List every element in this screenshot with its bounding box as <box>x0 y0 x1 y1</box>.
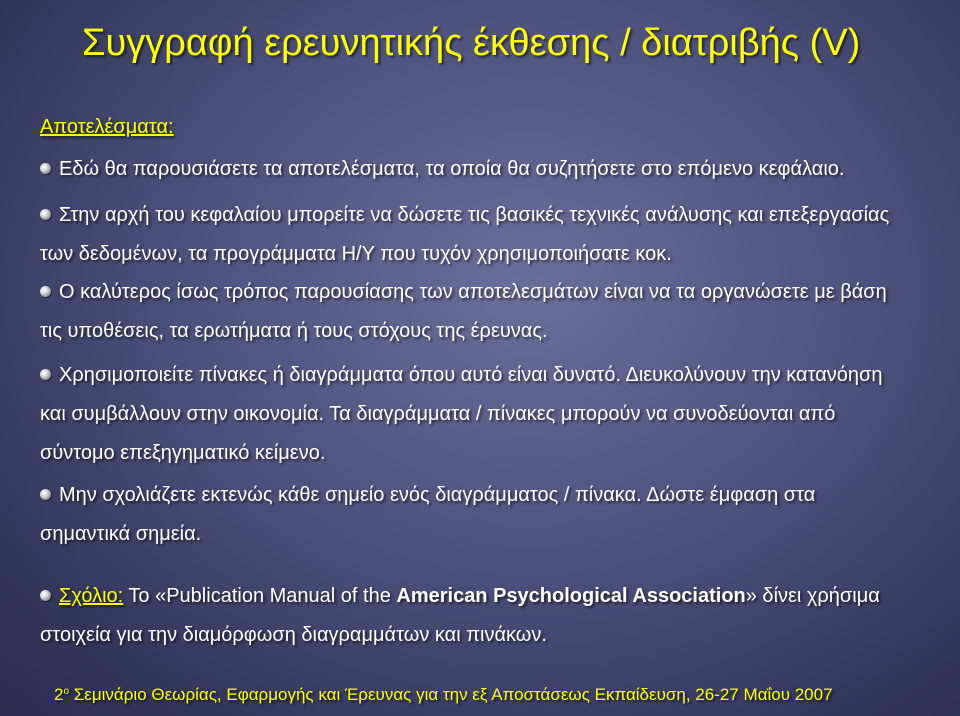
bullet-3-line-2: τις υποθέσεις, τα ερωτήματα ή τους στόχους της έρευνας. <box>40 320 548 342</box>
footer <box>54 685 833 705</box>
bullet-4-line-3: σύντομο επεξηγηματικό κείμενο. <box>40 442 326 464</box>
bullet-icon <box>40 286 51 297</box>
bullet-paragraph-3 <box>40 273 945 351</box>
bullet-5-line-1: Μην σχολιάζετε εκτενώς κάθε σημείο ενός διαγράμματος / πίνακα. Δώστε έμφαση στα <box>59 484 816 506</box>
bullet-4-line-2: και συμβάλλουν στην οικονομία. Τα διαγράμματα / πίνακες μπορούν να συνοδεύονται από <box>40 403 836 425</box>
note-label: Σχόλιο: <box>59 585 124 607</box>
bullet-4-line-1: Χρησιμοποιείτε πίνακες ή διαγράμματα όπου αυτό είναι δυνατό. Διευκολύνουν την κατανόηση <box>59 364 883 386</box>
bullet-3-line-1: Ο καλύτερος ίσως τρόπος παρουσίασης των αποτελεσμάτων είναι να τα οργανώσετε με βάση <box>59 281 887 303</box>
note-bold-text: American Psychological Association <box>396 585 746 607</box>
bullet-paragraph-5 <box>40 476 945 554</box>
bullet-icon <box>40 489 51 500</box>
footer-number: 2 <box>54 685 64 704</box>
note-line-2: στοιχεία για την διαμόρφωση διαγραμμάτων και πινάκων. <box>40 624 547 646</box>
bullet-icon <box>40 163 51 174</box>
bullet-icon <box>40 590 51 601</box>
bullet-paragraph-2 <box>40 196 945 274</box>
bullet-2-line-1: Στην αρχή του κεφαλαίου μπορείτε να δώσετε τις βασικές τεχνικές ανάλυσης και επεξεργασίας <box>59 204 890 226</box>
bullet-5-line-2: σημαντικά σημεία. <box>40 523 202 545</box>
bullet-2-line-2: των δεδομένων, τα προγράμματα Η/Υ που τυχόν χρησιμοποιήσατε κοκ. <box>40 243 672 265</box>
bullet-paragraph-1 <box>40 150 945 189</box>
bullet-icon <box>40 369 51 380</box>
note-text-b: » δίνει χρήσιμα <box>745 585 880 607</box>
section-heading: Αποτελέσματα: <box>40 116 174 138</box>
footer-text: Σεμινάριο Θεωρίας, Εφαρμογής και Έρευνας για την εξ Αποστάσεως Εκπαίδευση, 26-27 Μαΐου 2007 <box>69 685 833 704</box>
bullet-icon <box>40 209 51 220</box>
bullet-paragraph-4 <box>40 356 945 473</box>
slide-title: Συγγραφή ερευνητικής έκθεσης / διατριβής (V) <box>82 22 861 64</box>
footer-superscript: ο <box>63 686 70 697</box>
bullet-1-line-1: Εδώ θα παρουσιάσετε τα αποτελέσματα, τα οποία θα συζητήσετε στο επόμενο κεφάλαιο. <box>59 158 845 180</box>
note-text-a: Το «Publication Manual of the <box>123 585 397 607</box>
note-paragraph <box>40 577 945 655</box>
